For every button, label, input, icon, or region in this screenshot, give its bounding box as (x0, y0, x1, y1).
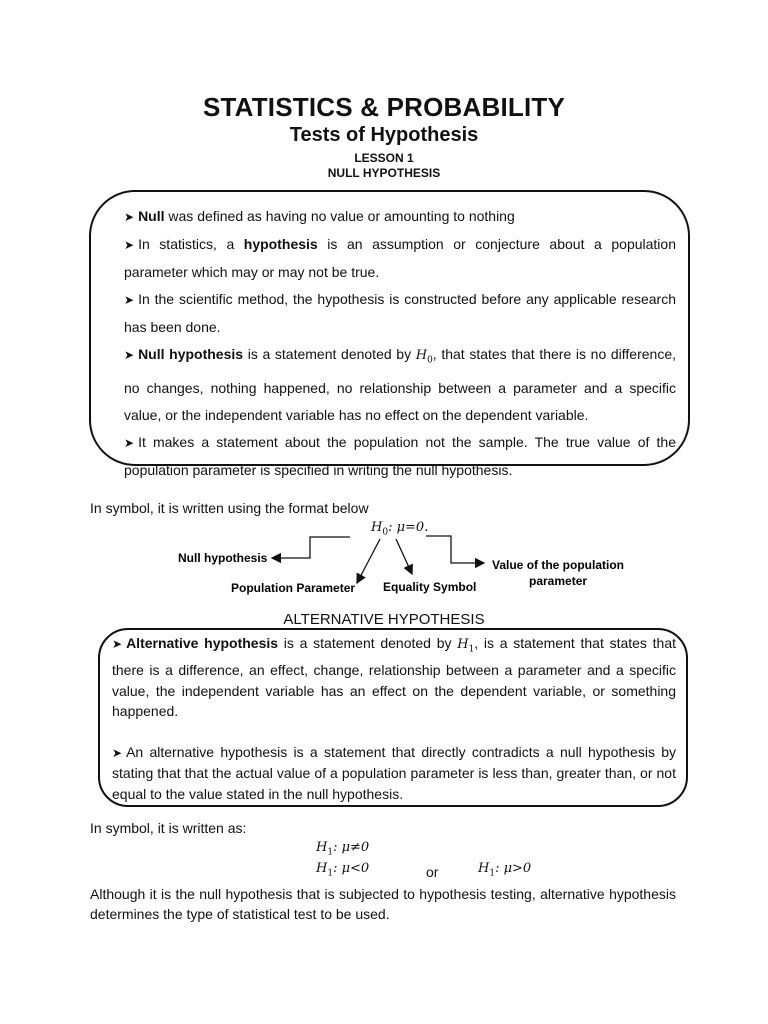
topic-label: NULL HYPOTHESIS (327, 166, 441, 180)
label-value-line2: parameter (529, 574, 588, 588)
spacer (112, 722, 676, 742)
bullet-text: is an assumption or conjecture about a population parameter which may or may not be true. (124, 236, 676, 280)
term-hypothesis: hypothesis (243, 236, 318, 252)
arrow-bullet-icon: ➤ (124, 293, 135, 307)
lesson-label: LESSON 1 (354, 151, 414, 165)
null-formula: $H_0$: μ=0. (371, 520, 429, 538)
label-null-hypothesis: Null hypothesis (178, 551, 268, 565)
bullet-text: In the scientific method, the hypothesis is constructed before any applicable research has been done. (124, 291, 676, 335)
bullet-text: was defined as having no value or amounting to nothing (164, 208, 515, 224)
symbol-intro: In symbol, it is written using the format below (90, 500, 369, 516)
arrow-bullet-icon: ➤ (124, 210, 135, 224)
symbol-h0: $H_0$ (415, 348, 433, 366)
alt-definition-content (112, 633, 676, 804)
label-equality-symbol: Equality Symbol (383, 580, 477, 594)
bullet-text: In statistics, a (138, 236, 244, 252)
bullet-text: is a statement denoted by (278, 635, 458, 651)
bullet-text: , is a statement that states that there is a difference, an effect, change, relationship between a parameter and a specific value, the independent variable has an effect on the dependent variable, or something happened. (112, 635, 676, 720)
bullet-text: An alternative hypothesis is a statement that directly contradicts a null hypothesis by stating that that the actual value of a population parameter is less than, greater than, or not equal to the value stated in the null hypothesis. (112, 743, 676, 802)
arrow-population-parameter (357, 539, 380, 583)
symbol-h1: $H_1$ (457, 637, 475, 655)
arrow-bullet-icon: ➤ (112, 745, 123, 760)
arrow-bullet-icon: ➤ (124, 435, 135, 450)
label-population-parameter: Population Parameter (231, 581, 356, 595)
arrow-equality-symbol (396, 539, 412, 574)
alt-symbol-intro: In symbol, it is written as: (90, 820, 247, 836)
alt-formula-less-than: $H_1$: μ<0 (316, 861, 370, 879)
alt-bullet-2 (112, 742, 676, 805)
alt-formula-greater-than: $H_1$: μ>0 (478, 861, 532, 879)
arrow-null-hypothesis (272, 537, 350, 558)
alt-bullet-1 (112, 633, 676, 722)
arrow-value-parameter (426, 536, 484, 563)
bullet-text: It makes a statement about the population not the sample. The true value of the population parameter is specified in writing the null hypothesis. (124, 433, 676, 478)
term-null-hypothesis: Null hypothesis (138, 346, 244, 362)
alt-formula-not-equal: $H_1$: μ≠0 (316, 840, 370, 858)
term-alternative-hypothesis: Alternative hypothesis (126, 635, 279, 651)
page-title: STATISTICS & PROBABILITY (202, 92, 566, 122)
term-null: Null (138, 208, 165, 224)
page-subtitle: Tests of Hypothesis (289, 124, 479, 146)
or-word: or (426, 864, 439, 880)
arrow-bullet-icon: ➤ (112, 637, 123, 651)
arrow-bullet-icon: ➤ (124, 238, 135, 252)
conclusion-paragraph: Although it is the null hypothesis that is subjected to hypothesis testing, alternative hypothesis determines the type of statistical test to be used. (90, 886, 676, 922)
label-value-line1: Value of the population (492, 558, 624, 572)
alt-heading: ALTERNATIVE HYPOTHESIS (283, 611, 485, 628)
bullet-text: is a statement denoted by (243, 346, 416, 362)
bullet-text: , that states that there is no difference, no changes, nothing happened, no relationship between a parameter and a specific value, or the independent variable has no effect on the dependent variable. (124, 346, 676, 423)
arrow-bullet-icon: ➤ (124, 348, 135, 362)
